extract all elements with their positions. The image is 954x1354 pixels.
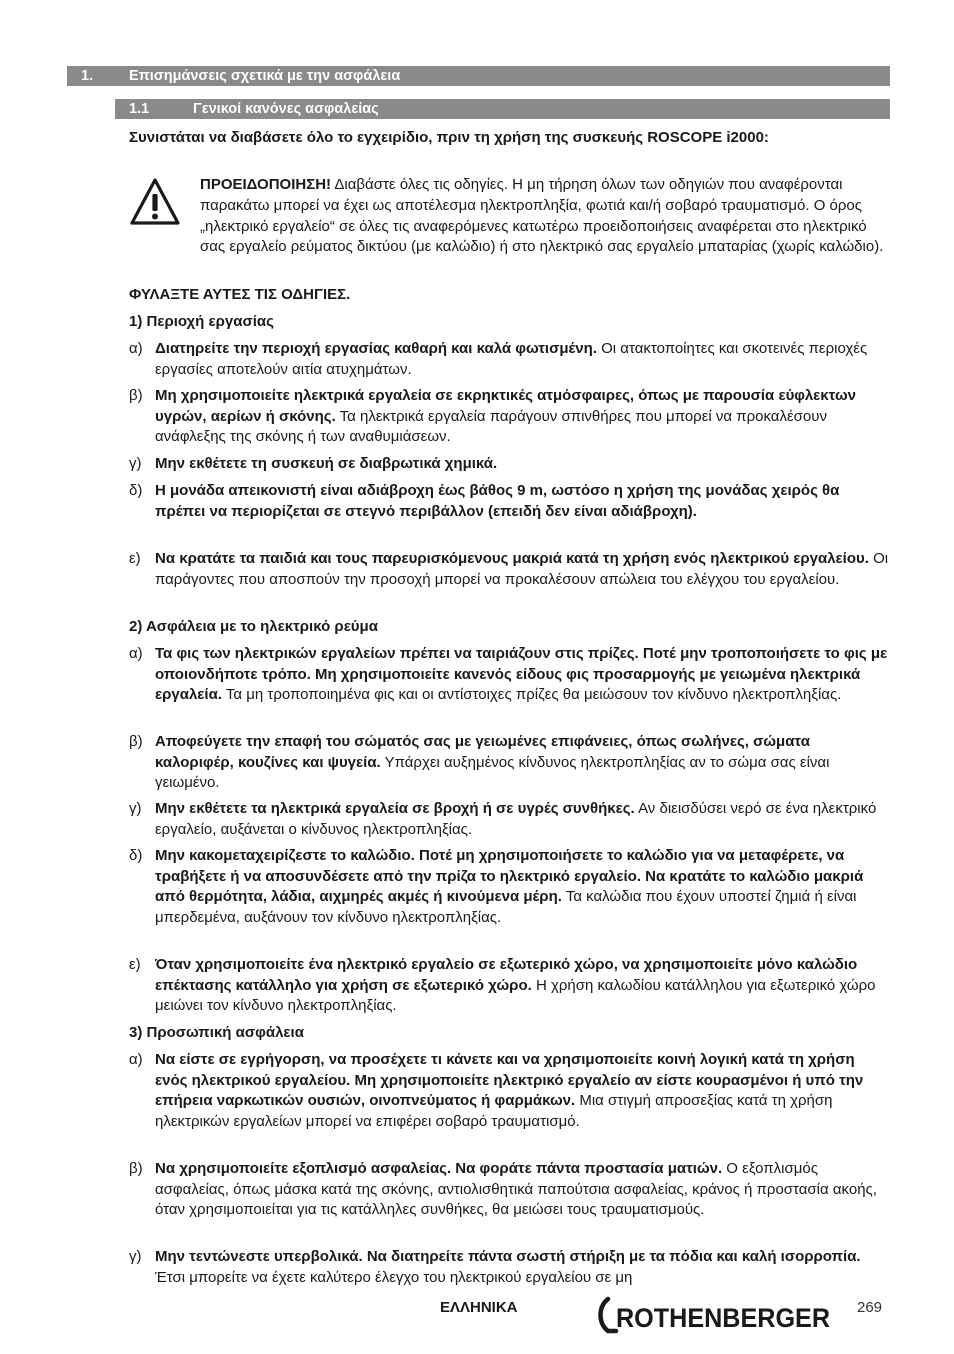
- item-bold: Μην κακομεταχειρίζεστε το καλώδιο. Ποτέ μη χρησιμοποιήσετε το καλώδιο για να μεταφέρετε, να τραβήξετε ή να αποσυνδέσετε από την πρίζα το ηλεκτρικό εργαλείο. Να κρατάτε το καλώδιο μακριά από θερμότητα, λάδια, αιχμηρές ακμές ή κινούμενα μέρη.: [155, 847, 864, 905]
- item-label: γ): [129, 1248, 142, 1265]
- item-bold: Μην εκθέτετε τα ηλεκτρικά εργαλεία σε βροχή ή σε υγρές συνθήκες.: [155, 800, 635, 817]
- list-item: [129, 454, 889, 475]
- item-text: Μια στιγμή απροσεξίας κατά τη χρήση ηλεκτρικών εργαλείων μπορεί να επιφέρει σοβαρό τραυματισμό.: [155, 1092, 833, 1130]
- item-bold: Μη χρησιμοποιείτε ηλεκτρικά εργαλεία σε εκρηκτικές ατμόσφαιρες, όπως με παρουσία εύφλεκτων υγρών, αερίων ή σκόνης.: [155, 387, 856, 425]
- list-item: [129, 799, 889, 840]
- section-heading: [67, 66, 890, 86]
- item-bold: Η μονάδα απεικονιστή είναι αδιάβροχη έως βάθος 9 m, ωστόσο η χρήση της μονάδας χειρός θα πρέπει να περιορίζεται σε στεγνό περιβάλλον (επειδή δεν είναι αδιάβροχη).: [155, 482, 840, 520]
- section-title: Επισημάνσεις σχετικά με την ασφάλεια: [129, 68, 401, 84]
- item-label: β): [129, 387, 143, 404]
- item-text: Τα ηλεκτρικά εργαλεία παράγουν σπινθήρες που μπορεί να προκαλέσουν ανάφλεξης της σκόνης ή των αναθυμιάσεων.: [155, 407, 827, 445]
- item-text: Υπάρχει αυξημένος κίνδυνος ηλεκτροπληξίας αν το σώμα σας είναι γειωμένο.: [155, 753, 830, 791]
- list-item: [129, 386, 889, 448]
- item-bold: Μην εκθέτετε τη συσκευή σε διαβρωτικά χημικά.: [155, 455, 498, 472]
- item-label: β): [129, 733, 143, 750]
- item-text: Οι ατακτοποίητες και σκοτεινές περιοχές εργασίες αποτελούν αιτία ατυχημάτων.: [155, 340, 868, 378]
- page-number: 269: [857, 1299, 883, 1316]
- list-item: [129, 955, 889, 1017]
- item-bold: Να είστε σε εγρήγορση, να προσέχετε τι κάνετε και να χρησιμοποιείτε κοινή λογική κατά τη χρήση ενός ηλεκτρικού εργαλείου. Μη χρησιμοποιείτε ηλεκτρικό εργαλείο αν είστε κουρασμένοι ή υπό την επήρεια ναρκωτικών ουσιών, οινοπνεύματος ή φαρμάκων.: [155, 1051, 864, 1109]
- item-text: Τα μη τροποποιημένα φις και οι αντίστοιχες πρίζες θα μειώσουν τον κίνδυνο ηλεκτροπληξίας.: [221, 686, 842, 703]
- item-text: Αν διεισδύσει νερό σε ένα ηλεκτρικό εργαλείο, αυξάνεται ο κίνδυνος ηλεκτροπληξίας.: [155, 800, 877, 838]
- item-label: ε): [129, 956, 141, 973]
- item-label: ε): [129, 550, 141, 567]
- item-bold: Διατηρείτε την περιοχή εργασίας καθαρή και καλά φωτισμένη.: [155, 340, 597, 357]
- list-item: [129, 1159, 889, 1221]
- item-text: Οι παράγοντες που αποσπούν την προσοχή μπορεί να προκαλέσουν απώλεια του ελέγχου του εργαλείου.: [155, 550, 889, 588]
- keep-instructions: ΦΥΛΑΞΤΕ ΑΥΤΕΣ ΤΙΣ ΟΔΗΓΙΕΣ.: [129, 286, 351, 303]
- warning-triangle-icon: [129, 177, 181, 229]
- warning-text: [200, 175, 890, 258]
- footer-language: ΕΛΛΗΝΙΚΑ: [440, 1299, 518, 1316]
- item-text: Τα καλώδια που έχουν υποστεί ζημιά ή είναι μπερδεμένα, αυξάνουν τον κίνδυνο ηλεκτροπληξίας.: [155, 888, 857, 926]
- intro-text: Συνιστάται να διαβάσετε όλο το εγχειρίδιο, πριν τη χρήση της συσκευής ROSCOPE i2000:: [129, 129, 769, 146]
- item-bold: Να χρησιμοποιείτε εξοπλισμό ασφαλείας. Να φοράτε πάντα προστασία ματιών.: [155, 1160, 723, 1177]
- list-item: [129, 846, 889, 928]
- rothenberger-logo: [596, 1295, 836, 1335]
- subsection-number: 1.1: [129, 101, 150, 117]
- item-label: α): [129, 1051, 143, 1068]
- list-item: [129, 644, 889, 706]
- item-text: Έτσι μπορείτε να έχετε καλύτερο έλεγχο του ηλεκτρικού εργαλείου σε μη: [155, 1268, 633, 1286]
- item-label: α): [129, 645, 143, 662]
- item-text: Ο εξοπλισμός ασφαλείας, όπως μάσκα κατά της σκόνης, αντιολισθητικά παπούτσια ασφαλείας, κράνος ή προστασία ακοής, όταν χρησιμοποιείται για τις κατάλληλες συνθήκες, θα μειώσει τους τραυματισμούς.: [155, 1160, 877, 1218]
- item-bold: Όταν χρησιμοποιείτε ένα ηλεκτρικό εργαλείο σε εξωτερικό χώρο, να χρησιμοποιείτε μόνο καλώδιο επέκτασης κατάλληλο για χρήση σε εξωτερικό χώρο.: [155, 956, 858, 994]
- list-item: [129, 481, 889, 522]
- section-3-title: 3) Προσωπική ασφάλεια: [129, 1024, 304, 1041]
- section-number: 1.: [81, 68, 94, 84]
- subsection-heading: [115, 99, 890, 119]
- item-text: Η χρήση καλωδίου κατάλληλου για εξωτερικό χώρο μειώνει τον κίνδυνο ηλεκτροπληξίας.: [155, 976, 876, 1014]
- list-item: [129, 339, 889, 380]
- subsection-title: Γενικοί κανόνες ασφαλείας: [193, 101, 379, 117]
- item-label: α): [129, 340, 143, 357]
- list-item: [129, 732, 889, 794]
- section-2-title: 2) Ασφάλεια με το ηλεκτρικό ρεύμα: [129, 618, 378, 635]
- item-bold: Τα φις των ηλεκτρικών εργαλείων πρέπει να ταιριάζουν στις πρίζες. Ποτέ μην τροποποιήσετε το φις με οποιονδήποτε τρόπο. Μη χρησιμοποιείτε κανενός είδους φις προσαρμογής με γειωμένα ηλεκτρικά εργαλεία.: [155, 645, 888, 703]
- item-label: β): [129, 1160, 143, 1177]
- item-label: δ): [129, 482, 143, 499]
- item-bold: Αποφεύγετε την επαφή του σώματός σας με γειωμένες επιφάνειες, όπως σωλήνες, σώματα καλοριφέρ, κουζίνες και ψυγεία.: [155, 733, 810, 771]
- list-item: [129, 1050, 889, 1132]
- item-bold: Να κρατάτε τα παιδιά και τους παρευρισκόμενους μακριά κατά τη χρήση ενός ηλεκτρικού εργαλείου.: [155, 550, 869, 567]
- item-bold: Μην τεντώνεστε υπερβολικά. Να διατηρείτε πάντα σωστή στήριξη με τα πόδια και καλή ισορροπία.: [155, 1248, 861, 1265]
- logo-wordmark: ROTHENBERGER: [616, 1303, 830, 1333]
- item-label: γ): [129, 800, 142, 817]
- list-item: [129, 1247, 889, 1288]
- warning-label: ΠΡΟΕΙΔΟΠΟΙΗΣΗ!: [200, 176, 332, 193]
- item-label: δ): [129, 847, 143, 864]
- section-1-title: 1) Περιοχή εργασίας: [129, 313, 274, 330]
- list-item: [129, 549, 889, 590]
- warning-body: Διαβάστε όλες τις οδηγίες. Η μη τήρηση όλων των οδηγιών που αναφέρονται παρακάτω μπορεί να έχει ως αποτέλεσμα ηλεκτροπληξία, φωτιά και/ή σοβαρό τραυματισμό. Ο όρος „ηλεκτρικό εργαλείο“ σε όλες τις αναφερόμενες κατωτέρω προειδοποιήσεις αναφέρεται στο ηλεκτρικό σας εργαλείο ρεύματος δικτύου (με καλώδιο) ή στο ηλεκτρικό σας εργαλείο μπαταρίας (χωρίς καλώδιο).: [200, 176, 884, 256]
- item-label: γ): [129, 455, 142, 472]
